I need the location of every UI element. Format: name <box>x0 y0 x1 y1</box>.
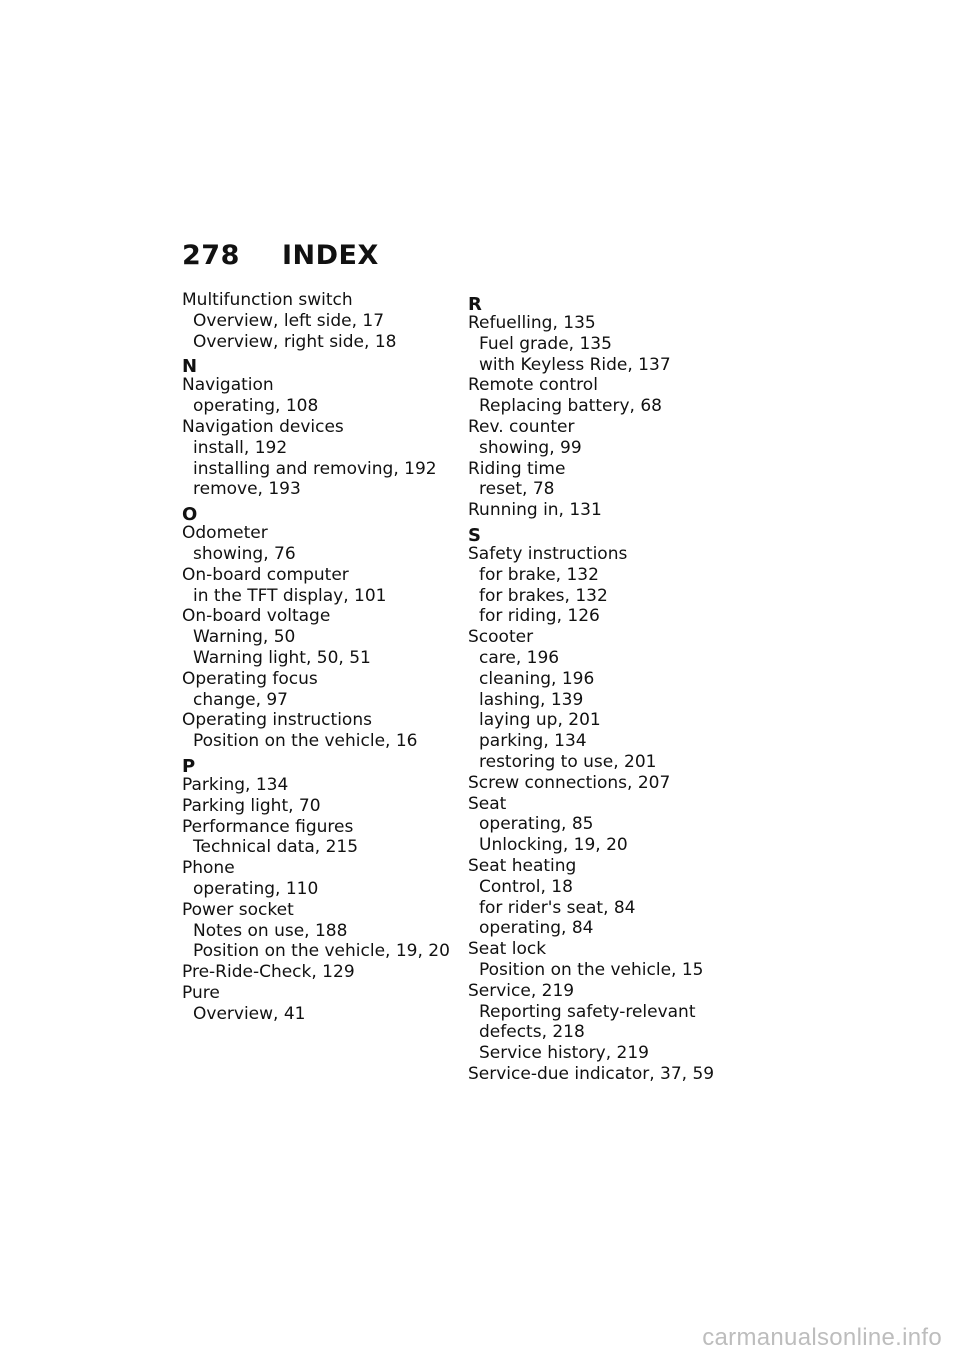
index-subentry: lashing, 139 <box>479 689 584 710</box>
index-subentry: Overview, right side, 18 <box>193 331 397 352</box>
index-term: Pre-Ride-Check, 129 <box>182 962 355 983</box>
index-subentry: restoring to use, 201 <box>479 751 657 772</box>
index-term: Scooter <box>468 627 534 648</box>
index-entry <box>182 900 457 962</box>
index-subentry: parking, 134 <box>479 731 587 752</box>
watermark: carmanualsonline.info <box>702 1324 942 1351</box>
page-header <box>182 240 379 271</box>
index-term: Rev. counter <box>468 416 575 437</box>
index-term: Power socket <box>182 899 294 920</box>
index-term: Pure <box>182 982 220 1003</box>
index-entry <box>468 794 758 856</box>
index-subentry: Overview, 41 <box>193 1003 306 1024</box>
index-column-right <box>468 290 758 1085</box>
index-subentry: for brakes, 132 <box>479 585 608 606</box>
index-subentry: for rider's seat, 84 <box>479 897 636 918</box>
index-term: Operating instructions <box>182 710 372 731</box>
index-term: On-board voltage <box>182 606 331 627</box>
index-term: Seat lock <box>468 939 547 960</box>
index-term: Seat heating <box>468 855 577 876</box>
index-term: Service-due indicator, 37, 59 <box>468 1063 715 1084</box>
index-entry <box>182 669 457 711</box>
index-term: Service, 219 <box>468 980 575 1001</box>
index-subentry: Notes on use, 188 <box>193 920 348 941</box>
index-entry <box>182 858 457 900</box>
index-subentry: cleaning, 196 <box>479 668 595 689</box>
index-subentry: operating, 110 <box>193 878 319 899</box>
index-entry <box>182 417 457 500</box>
section-letter: P <box>182 755 196 777</box>
section-letter: R <box>468 294 482 315</box>
index-column-left <box>182 290 457 1025</box>
index-term: Refuelling, 135 <box>468 313 596 333</box>
section-letter: S <box>468 524 481 546</box>
index-entry <box>468 981 758 1064</box>
index-entry <box>468 773 758 794</box>
index-subentry: for brake, 132 <box>479 564 599 585</box>
index-subentry: Replacing battery, 68 <box>479 396 662 417</box>
index-entry <box>468 1064 758 1085</box>
index-term: Multifunction switch <box>182 290 353 310</box>
index-subentry: showing, 99 <box>479 437 582 458</box>
index-subentry: care, 196 <box>479 647 560 668</box>
index-entry <box>182 983 457 1025</box>
index-term: Parking light, 70 <box>182 795 321 816</box>
index-entry <box>468 417 758 459</box>
index-subentry: Service history, 219 <box>479 1043 649 1064</box>
index-subentry: Control, 18 <box>479 876 573 897</box>
index-entry <box>182 375 457 417</box>
index-subentry: installing and removing, 192 <box>193 458 437 479</box>
index-subentry: with Keyless Ride, 137 <box>479 354 671 375</box>
index-subentry: remove, 193 <box>193 479 301 500</box>
section-letter: O <box>182 504 198 526</box>
index-subentry: defects, 218 <box>479 1022 585 1043</box>
page-title: INDEX <box>282 240 379 271</box>
index-term: Operating focus <box>182 668 318 689</box>
index-subentry: operating, 84 <box>479 918 594 939</box>
index-entry <box>182 565 457 607</box>
index-entry <box>468 500 758 521</box>
index-term: Phone <box>182 858 235 879</box>
index-subentry: Position on the vehicle, 19, 20 <box>193 941 450 962</box>
index-subentry: Overview, left side, 17 <box>193 310 385 331</box>
page-number: 278 <box>182 240 240 271</box>
index-term: On-board computer <box>182 564 349 585</box>
index-term: Performance figures <box>182 816 354 837</box>
index-subentry: operating, 108 <box>193 396 319 417</box>
index-term: Screw connections, 207 <box>468 772 671 793</box>
index-entry <box>468 856 758 939</box>
index-subentry: operating, 85 <box>479 814 594 835</box>
index-term: Odometer <box>182 523 268 544</box>
index-subentry: Warning light, 50, 51 <box>193 647 371 668</box>
index-term: Riding time <box>468 458 566 479</box>
index-subentry: change, 97 <box>193 689 289 710</box>
index-entry <box>182 290 457 352</box>
index-entry <box>182 523 457 565</box>
index-entry <box>182 775 457 796</box>
index-entry <box>182 796 457 817</box>
index-subentry: Position on the vehicle, 15 <box>479 959 704 980</box>
index-term: Navigation devices <box>182 416 344 437</box>
index-entry <box>468 939 758 981</box>
index-subentry: for riding, 126 <box>479 606 600 627</box>
index-entry <box>468 375 758 417</box>
index-subentry: Fuel grade, 135 <box>479 333 612 354</box>
index-term: Navigation <box>182 375 274 396</box>
index-subentry: Technical data, 215 <box>193 837 359 858</box>
index-term: Remote control <box>468 375 598 396</box>
index-subentry: Position on the vehicle, 16 <box>193 731 418 752</box>
index-entry <box>468 627 758 773</box>
index-entry <box>182 606 457 668</box>
index-term: Safety instructions <box>468 543 628 564</box>
index-entry <box>182 817 457 859</box>
index-subentry: showing, 76 <box>193 543 296 564</box>
index-entry <box>468 544 758 627</box>
index-subentry: Warning, 50 <box>193 627 296 648</box>
index-subentry: Unlocking, 19, 20 <box>479 835 628 856</box>
index-entry <box>468 459 758 501</box>
index-entry <box>468 313 758 375</box>
index-term: Seat <box>468 793 507 814</box>
index-term: Running in, 131 <box>468 500 602 521</box>
index-entry <box>182 962 457 983</box>
section-letter: N <box>182 356 198 378</box>
index-subentry: install, 192 <box>193 437 288 458</box>
index-subentry: laying up, 201 <box>479 710 601 731</box>
index-subentry: reset, 78 <box>479 479 555 500</box>
index-entry <box>182 710 457 752</box>
index-subentry: Reporting safety-relevant <box>479 1001 696 1022</box>
index-subentry: in the TFT display, 101 <box>193 585 387 606</box>
index-term: Parking, 134 <box>182 774 289 795</box>
